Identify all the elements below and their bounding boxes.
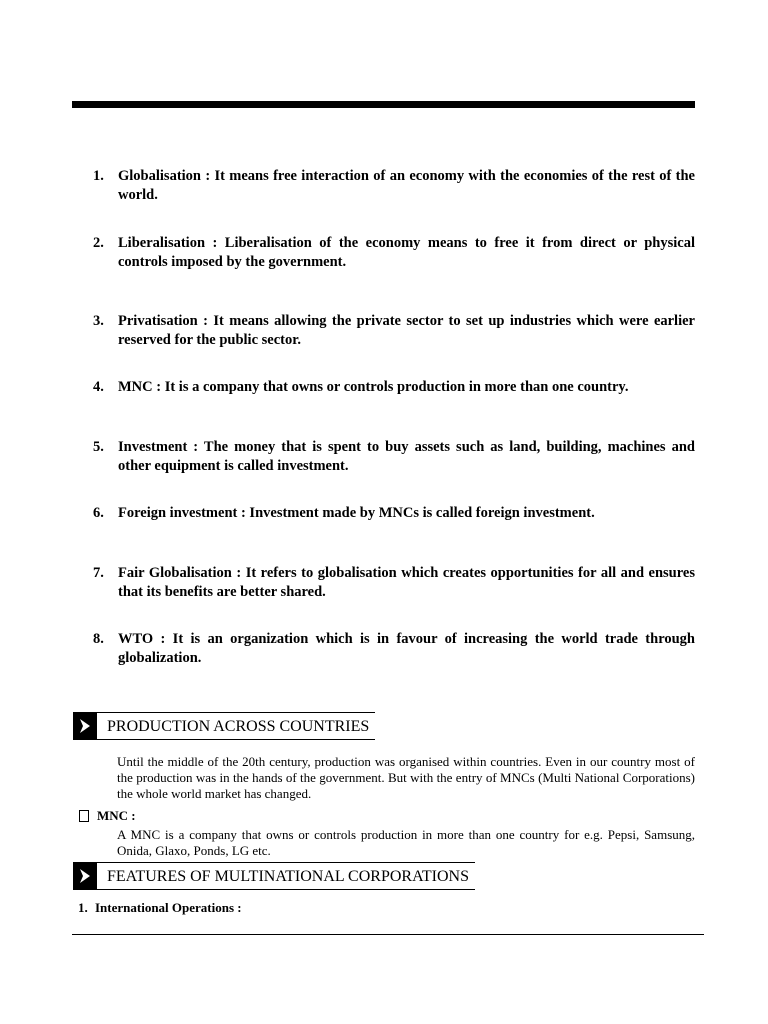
item-text: Liberalisation : Liberalisation of the economy means to free it from direct or physical controls imposed by the government. xyxy=(118,235,695,270)
bottom-rule xyxy=(72,934,704,935)
item-number: 3. xyxy=(93,313,104,329)
definition-item xyxy=(93,630,695,667)
section-heading-features xyxy=(73,862,475,890)
item-number: 2. xyxy=(93,235,104,251)
item-text: International Operations : xyxy=(95,900,242,915)
definition-item xyxy=(93,378,695,397)
item-number: 1. xyxy=(78,900,88,915)
definition-item xyxy=(93,234,695,271)
definition-item xyxy=(93,312,695,349)
section-heading-production xyxy=(73,712,375,740)
section-title: PRODUCTION ACROSS COUNTRIES xyxy=(97,712,375,740)
item-text: WTO : It is an organization which is in favour of increasing the world trade through globalization. xyxy=(118,631,695,666)
item-text: Foreign investment : Investment made by MNCs is called foreign investment. xyxy=(118,505,595,521)
section-paragraph: Until the middle of the 20th century, production was organised within countries. Even in our country most of the production was in the hands of the government. But with the entry of MNCs (Multi National Corporations) the whole world market has changed. xyxy=(117,754,695,801)
item-number: 5. xyxy=(93,439,104,455)
item-text: Fair Globalisation : It refers to globalisation which creates opportunities for all and ensures that its benefits are better shared. xyxy=(118,565,695,600)
top-rule xyxy=(72,101,695,108)
mnc-heading xyxy=(79,808,136,824)
section-title: FEATURES OF MULTINATIONAL CORPORATIONS xyxy=(97,862,475,890)
definition-item xyxy=(93,167,695,204)
checkbox-icon xyxy=(79,810,89,822)
item-text: Privatisation : It means allowing the private sector to set up industries which were earlier reserved for the public sector. xyxy=(118,313,695,348)
item-number: 8. xyxy=(93,631,104,647)
list-item xyxy=(78,900,242,916)
item-number: 4. xyxy=(93,379,104,395)
item-number: 6. xyxy=(93,505,104,521)
definition-item xyxy=(93,504,695,523)
chevron-right-icon xyxy=(73,862,97,890)
mnc-heading-text: MNC : xyxy=(97,808,136,823)
definition-item xyxy=(93,564,695,601)
mnc-paragraph: A MNC is a company that owns or controls production in more than one country for e.g. Pepsi, Samsung, Onida, Glaxo, Ponds, LG etc. xyxy=(117,827,695,858)
chevron-right-icon xyxy=(73,712,97,740)
item-text: Investment : The money that is spent to buy assets such as land, building, machines and other equipment is called investment. xyxy=(118,439,695,474)
item-number: 1. xyxy=(93,168,104,184)
item-text: MNC : It is a company that owns or controls production in more than one country. xyxy=(118,379,629,395)
definition-item xyxy=(93,438,695,475)
item-number: 7. xyxy=(93,565,104,581)
item-text: Globalisation : It means free interaction of an economy with the economies of the rest of the world. xyxy=(118,168,695,203)
